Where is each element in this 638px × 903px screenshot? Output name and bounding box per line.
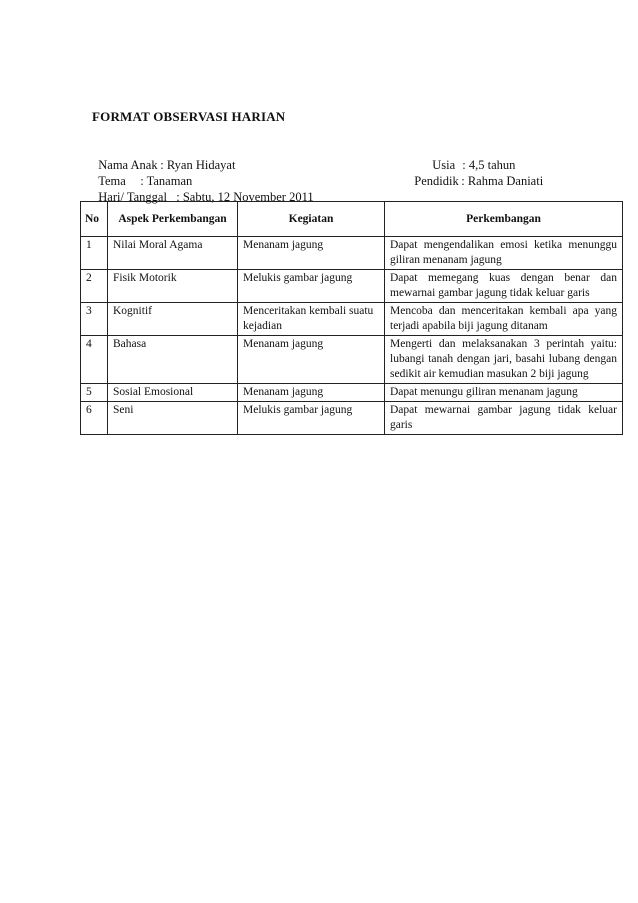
pendidik-label: Pendidik bbox=[414, 174, 459, 188]
cell-perkembangan: Dapat menungu giliran menanam jagung bbox=[385, 384, 623, 402]
usia-label: Usia bbox=[432, 158, 456, 172]
nama-value: : Ryan Hidayat bbox=[160, 158, 236, 172]
cell-no: 5 bbox=[81, 384, 108, 402]
cell-aspek: Fisik Motorik bbox=[108, 270, 238, 303]
table-header-row bbox=[81, 202, 623, 237]
document-title: FORMAT OBSERVASI HARIAN bbox=[92, 109, 286, 124]
table-row bbox=[81, 402, 623, 435]
cell-no: 4 bbox=[81, 336, 108, 384]
header-no: No bbox=[81, 202, 108, 237]
cell-no: 3 bbox=[81, 303, 108, 336]
pendidik-value: : Rahma Daniati bbox=[461, 174, 544, 188]
cell-kegiatan: Melukis gambar jagung bbox=[238, 402, 385, 435]
cell-no: 6 bbox=[81, 402, 108, 435]
cell-aspek: Bahasa bbox=[108, 336, 238, 384]
table-row bbox=[81, 270, 623, 303]
hari-value: : Sabtu, 12 November 2011 bbox=[176, 190, 314, 204]
tema-value: : Tanaman bbox=[140, 174, 193, 188]
cell-kegiatan: Melukis gambar jagung bbox=[238, 270, 385, 303]
cell-perkembangan: Mengerti dan melaksanakan 3 perintah yaitu: lubangi tanah dengan jari, basahi lubang dengan sedikit air kemudian masukan 2 biji jagung bbox=[385, 336, 623, 384]
cell-aspek: Seni bbox=[108, 402, 238, 435]
table-row bbox=[81, 384, 623, 402]
cell-aspek: Nilai Moral Agama bbox=[108, 237, 238, 270]
cell-no: 2 bbox=[81, 270, 108, 303]
cell-perkembangan: Dapat mewarnai gambar jagung tidak keluar garis bbox=[385, 402, 623, 435]
table-row bbox=[81, 336, 623, 384]
nama-label: Nama Anak bbox=[98, 158, 158, 172]
cell-kegiatan: Menceritakan kembali suatu kejadian bbox=[238, 303, 385, 336]
tema-label: Tema bbox=[98, 174, 126, 188]
observation-table bbox=[80, 201, 623, 435]
table-row bbox=[81, 237, 623, 270]
cell-perkembangan: Dapat mengendalikan emosi ketika menunggu giliran menanam jagung bbox=[385, 237, 623, 270]
header-kegiatan: Kegiatan bbox=[238, 202, 385, 237]
cell-no: 1 bbox=[81, 237, 108, 270]
cell-aspek: Kognitif bbox=[108, 303, 238, 336]
table-row bbox=[81, 303, 623, 336]
header-perkembangan: Perkembangan bbox=[385, 202, 623, 237]
cell-perkembangan: Dapat memegang kuas dengan benar dan mewarnai gambar jagung tidak keluar garis bbox=[385, 270, 623, 303]
hari-label: Hari/ Tanggal bbox=[98, 190, 167, 204]
usia-value: : 4,5 tahun bbox=[462, 158, 516, 172]
cell-kegiatan: Menanam jagung bbox=[238, 336, 385, 384]
cell-perkembangan: Mencoba dan menceritakan kembali apa yang terjadi apabila biji jagung ditanam bbox=[385, 303, 623, 336]
header-aspek: Aspek Perkembangan bbox=[108, 202, 238, 237]
info-pendidik bbox=[408, 157, 543, 189]
cell-aspek: Sosial Emosional bbox=[108, 384, 238, 402]
cell-kegiatan: Menanam jagung bbox=[238, 237, 385, 270]
cell-kegiatan: Menanam jagung bbox=[238, 384, 385, 402]
